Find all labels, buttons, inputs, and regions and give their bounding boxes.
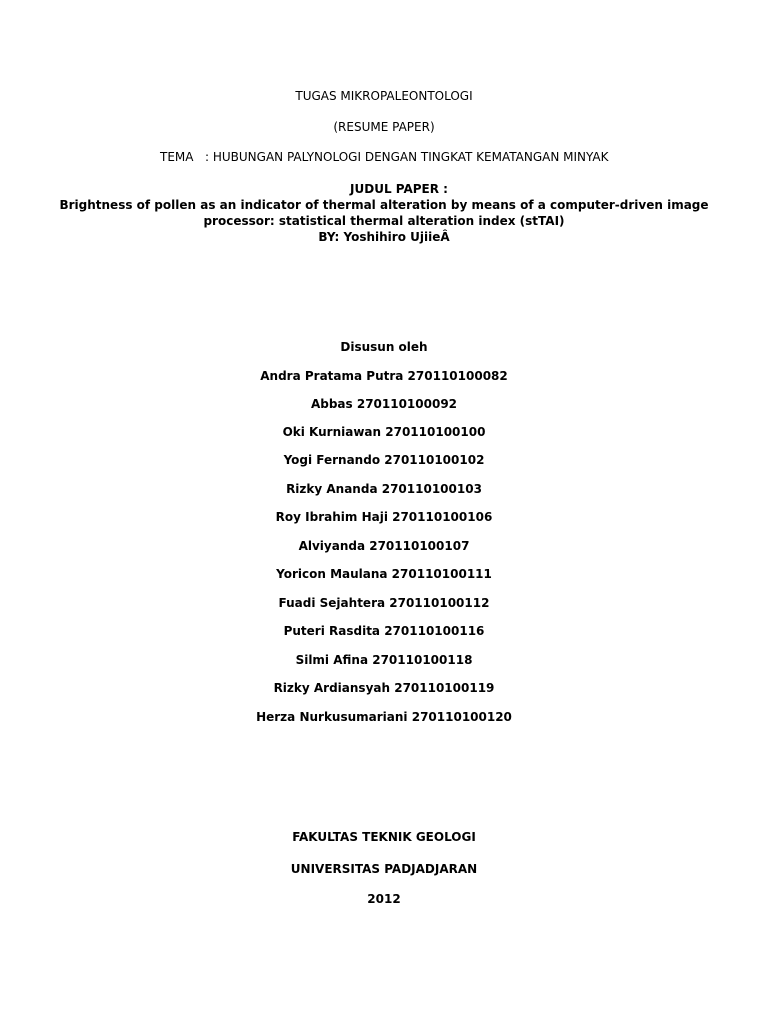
member-item: Fuadi Sejahtera 270110100112 [278,596,490,610]
document-type: (RESUME PAPER) [333,120,435,134]
judul-label: JUDUL PAPER : [350,182,448,196]
member-item: Silmi Afina 270110100118 [295,653,473,667]
member-item: Alviyanda 270110100107 [298,539,470,553]
authors-heading: Disusun oleh [340,340,428,354]
tema-label: TEMA [160,150,194,164]
member-item: Roy Ibrahim Haji 270110100106 [275,510,493,524]
tema-line [160,149,608,165]
faculty-name: FAKULTAS TEKNIK GEOLOGI [292,830,476,844]
member-item: Rizky Ardiansyah 270110100119 [273,681,495,695]
tema-value: : HUBUNGAN PALYNOLOGI DENGAN TINGKAT KEMATANGAN MINYAK [205,150,609,164]
member-item: Oki Kurniawan 270110100100 [282,425,486,439]
member-item: Rizky Ananda 270110100103 [286,482,482,496]
member-item: Abbas 270110100092 [310,397,458,411]
paper-title-line-2: processor: statistical thermal alteration index (stTAI) [203,214,565,228]
member-item: Herza Nurkusumariani 270110100120 [256,710,512,724]
year: 2012 [367,892,401,906]
university-name: UNIVERSITAS PADJADJARAN [290,862,478,876]
member-item: Yogi Fernando 270110100102 [283,453,485,467]
member-item: Yoricon Maulana 270110100111 [276,567,492,581]
member-item: Puteri Rasdita 270110100116 [283,624,485,638]
paper-author: BY: Yoshihiro UjiieÂ [318,230,450,244]
paper-title-line-1: Brightness of pollen as an indicator of thermal alteration by means of a computer-driven image [59,198,709,212]
course-title: TUGAS MIKROPALEONTOLOGI [295,89,473,103]
member-item: Andra Pratama Putra 270110100082 [260,369,508,383]
